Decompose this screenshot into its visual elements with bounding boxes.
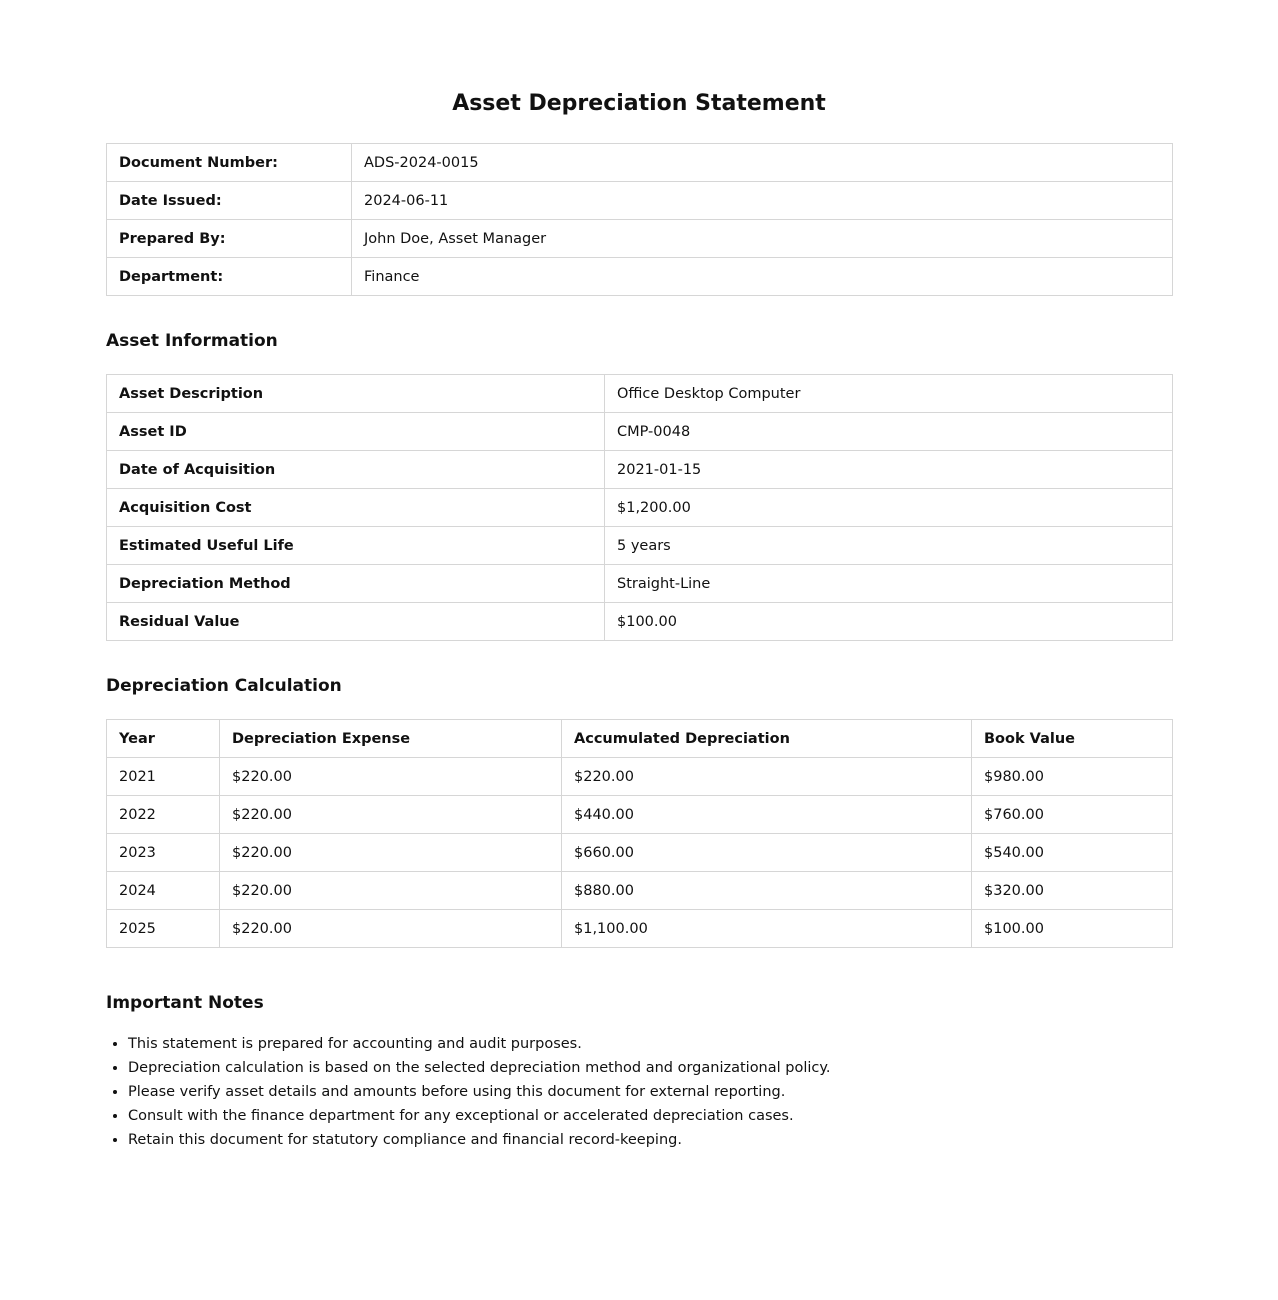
column-header-book-value: Book Value (972, 720, 1173, 758)
book-value-cell: $760.00 (972, 796, 1173, 834)
list-item: • Please verify asset details and amounts before using this document for external reporting. (128, 1080, 1172, 1104)
list-item: • Retain this document for statutory compliance and financial record-keeping. (128, 1128, 1172, 1152)
document-meta-table (106, 143, 1173, 296)
asset-information-table (106, 374, 1173, 641)
asset-value: $1,200.00 (605, 489, 1173, 527)
table-row (107, 872, 1173, 910)
asset-row-description (107, 375, 1173, 413)
table-row (107, 910, 1173, 948)
asset-value: $100.00 (605, 603, 1173, 641)
asset-row-acquisition-cost (107, 489, 1173, 527)
asset-value: 2021-01-15 (605, 451, 1173, 489)
important-notes-heading: Important Notes (106, 993, 264, 1013)
meta-label: Department: (107, 258, 352, 296)
year-cell: 2022 (107, 796, 220, 834)
asset-label: Asset ID (107, 413, 605, 451)
asset-row-useful-life (107, 527, 1173, 565)
year-cell: 2023 (107, 834, 220, 872)
year-cell: 2025 (107, 910, 220, 948)
table-header-row (107, 720, 1173, 758)
asset-row-depreciation-method (107, 565, 1173, 603)
book-value-cell: $980.00 (972, 758, 1173, 796)
asset-row-acquisition-date (107, 451, 1173, 489)
asset-label: Depreciation Method (107, 565, 605, 603)
expense-cell: $220.00 (220, 834, 562, 872)
table-row (107, 796, 1173, 834)
asset-value: CMP-0048 (605, 413, 1173, 451)
table-row (107, 834, 1173, 872)
meta-row-prepared-by (107, 220, 1173, 258)
list-item: • Consult with the finance department for any exceptional or accelerated depreciation cases. (128, 1104, 1172, 1128)
list-item: • This statement is prepared for accounting and audit purposes. (128, 1032, 1172, 1056)
asset-label: Date of Acquisition (107, 451, 605, 489)
book-value-cell: $320.00 (972, 872, 1173, 910)
book-value-cell: $100.00 (972, 910, 1173, 948)
depreciation-table (106, 719, 1173, 948)
list-item: • Depreciation calculation is based on the selected depreciation method and organizational policy. (128, 1056, 1172, 1080)
meta-row-date-issued (107, 182, 1173, 220)
notes-list (106, 1032, 1172, 1152)
meta-label: Document Number: (107, 144, 352, 182)
meta-value: John Doe, Asset Manager (352, 220, 1173, 258)
expense-cell: $220.00 (220, 796, 562, 834)
page-title: Asset Depreciation Statement (452, 91, 826, 116)
meta-value: Finance (352, 258, 1173, 296)
asset-label: Residual Value (107, 603, 605, 641)
accumulated-cell: $660.00 (562, 834, 972, 872)
asset-label: Asset Description (107, 375, 605, 413)
year-cell: 2021 (107, 758, 220, 796)
meta-label: Date Issued: (107, 182, 352, 220)
accumulated-cell: $220.00 (562, 758, 972, 796)
asset-label: Acquisition Cost (107, 489, 605, 527)
expense-cell: $220.00 (220, 910, 562, 948)
statement-page (106, 0, 1172, 1152)
depreciation-calculation-heading: Depreciation Calculation (106, 676, 342, 696)
asset-value: Office Desktop Computer (605, 375, 1173, 413)
meta-label: Prepared By: (107, 220, 352, 258)
table-row (107, 758, 1173, 796)
asset-information-heading: Asset Information (106, 331, 278, 351)
book-value-cell: $540.00 (972, 834, 1173, 872)
column-header-accumulated-depreciation: Accumulated Depreciation (562, 720, 972, 758)
asset-value: 5 years (605, 527, 1173, 565)
asset-value: Straight-Line (605, 565, 1173, 603)
asset-row-residual-value (107, 603, 1173, 641)
expense-cell: $220.00 (220, 872, 562, 910)
column-header-depreciation-expense: Depreciation Expense (220, 720, 562, 758)
accumulated-cell: $1,100.00 (562, 910, 972, 948)
year-cell: 2024 (107, 872, 220, 910)
column-header-year: Year (107, 720, 220, 758)
meta-row-department (107, 258, 1173, 296)
asset-label: Estimated Useful Life (107, 527, 605, 565)
accumulated-cell: $880.00 (562, 872, 972, 910)
meta-value: ADS-2024-0015 (352, 144, 1173, 182)
asset-row-id (107, 413, 1173, 451)
meta-value: 2024-06-11 (352, 182, 1173, 220)
accumulated-cell: $440.00 (562, 796, 972, 834)
expense-cell: $220.00 (220, 758, 562, 796)
meta-row-document-number (107, 144, 1173, 182)
